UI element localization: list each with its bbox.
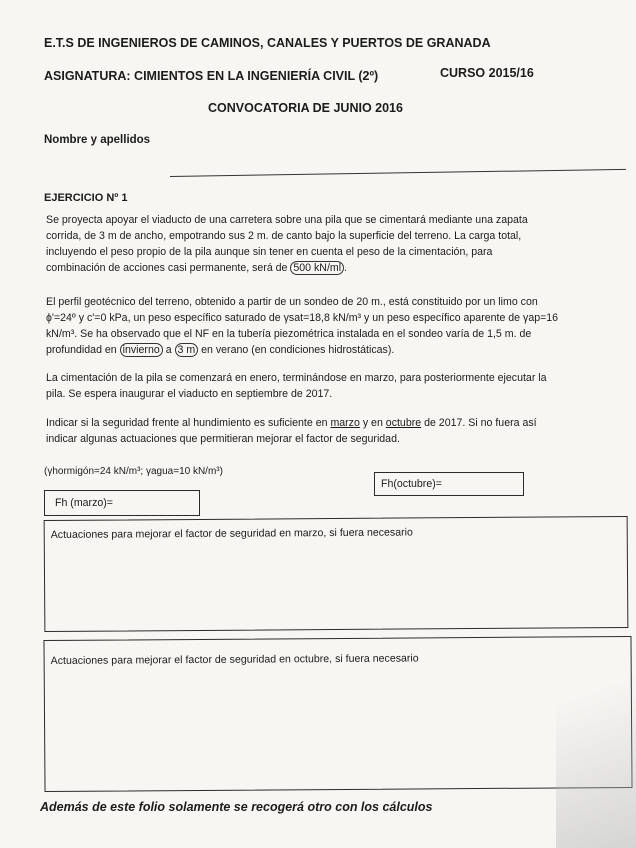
text-fragment: a — [162, 344, 175, 356]
paragraph-4 — [46, 415, 582, 447]
actions-march-label: Actuaciones para mejorar el factor de seguridad en marzo, si fuera necesario — [50, 526, 413, 541]
text-line: kN/m³. Se ha observado que el NF en la tubería piezométrica instalada en el sondeo varía de 1,5 m. de — [46, 328, 532, 340]
scan-shadow — [556, 658, 636, 848]
text-line: indicar algunas actuaciones que permitieran mejorar el factor de seguridad. — [46, 433, 400, 445]
actions-october-box[interactable] — [43, 636, 632, 792]
fh-march-label: Fh (marzo)= — [55, 497, 113, 509]
text-fragment: de 2017. Si no fuera así — [421, 417, 537, 429]
exam-session: CONVOCATORIA DE JUNIO 2016 — [208, 101, 403, 115]
name-label: Nombre y apellidos — [44, 134, 151, 146]
text-line: combinación de acciones casi permanente, será de — [46, 262, 291, 274]
depth-circled: 3 m — [175, 343, 199, 357]
fh-october-box[interactable] — [374, 472, 524, 496]
name-signature-line[interactable] — [170, 169, 626, 177]
load-value-circled: 500 kN/ml — [290, 261, 344, 275]
paragraph-2 — [46, 294, 582, 358]
october-underlined: octubre — [385, 417, 422, 429]
course-year: CURSO 2015/16 — [440, 66, 534, 80]
text-fragment: Indicar si la seguridad frente al hundimiento es suficiente en — [46, 417, 331, 429]
text-line: . — [344, 262, 348, 274]
fh-march-box[interactable] — [44, 490, 200, 516]
fh-october-label: Fh(octubre)= — [381, 478, 442, 490]
text-line: pila. Se espera inaugurar el viaducto en septiembre de 2017. — [46, 388, 333, 400]
text-line: profundidad en — [46, 344, 120, 356]
paragraph-1 — [46, 212, 582, 276]
actions-march-box[interactable] — [44, 516, 629, 632]
actions-october-label: Actuaciones para mejorar el factor de seguridad en octubre, si fuera necesario — [50, 652, 419, 668]
school-name: E.T.S DE INGENIEROS DE CAMINOS, CANALES Y PUERTOS DE GRANADA — [44, 36, 491, 50]
footer-note: Además de este folio solamente se recogerá otro con los cálculos — [40, 800, 433, 814]
text-line: El perfil geotécnico del terreno, obtenido a partir de un sondeo de 20 m., está constituido por un limo con — [46, 296, 538, 308]
text-line: corrida, de 3 m de ancho, empotrando sus 2 m. de canto bajo la superficie del terreno. La carga total, — [46, 230, 522, 242]
unit-weights: (γhormigón=24 kN/m³; γagua=10 kN/m³) — [44, 466, 223, 477]
text-line: ϕ'=24º y c'=0 kPa, un peso específico saturado de γsat=18,8 kN/m³ y un peso específico aparente de γap=16 — [46, 312, 559, 324]
text-line: Se proyecta apoyar el viaducto de una carretera sobre una pila que se cimentará mediante una zapata — [46, 214, 528, 226]
text-fragment: en verano (en condiciones hidrostáticas). — [198, 344, 395, 356]
subject-title: ASIGNATURA: CIMIENTOS EN LA INGENIERÍA CIVIL (2º) — [44, 69, 379, 83]
text-line: La cimentación de la pila se comenzará en enero, terminándose en marzo, para posteriormente ejecutar la — [46, 372, 547, 384]
exercise-title: EJERCICIO Nº 1 — [44, 192, 128, 204]
text-fragment: y en — [359, 417, 386, 429]
winter-circled: invierno — [120, 343, 163, 357]
paragraph-3 — [46, 370, 582, 402]
text-line: incluyendo el peso propio de la pila aunque sin tener en cuenta el peso de la cimentación, para — [46, 246, 493, 258]
march-underlined: marzo — [330, 417, 360, 429]
